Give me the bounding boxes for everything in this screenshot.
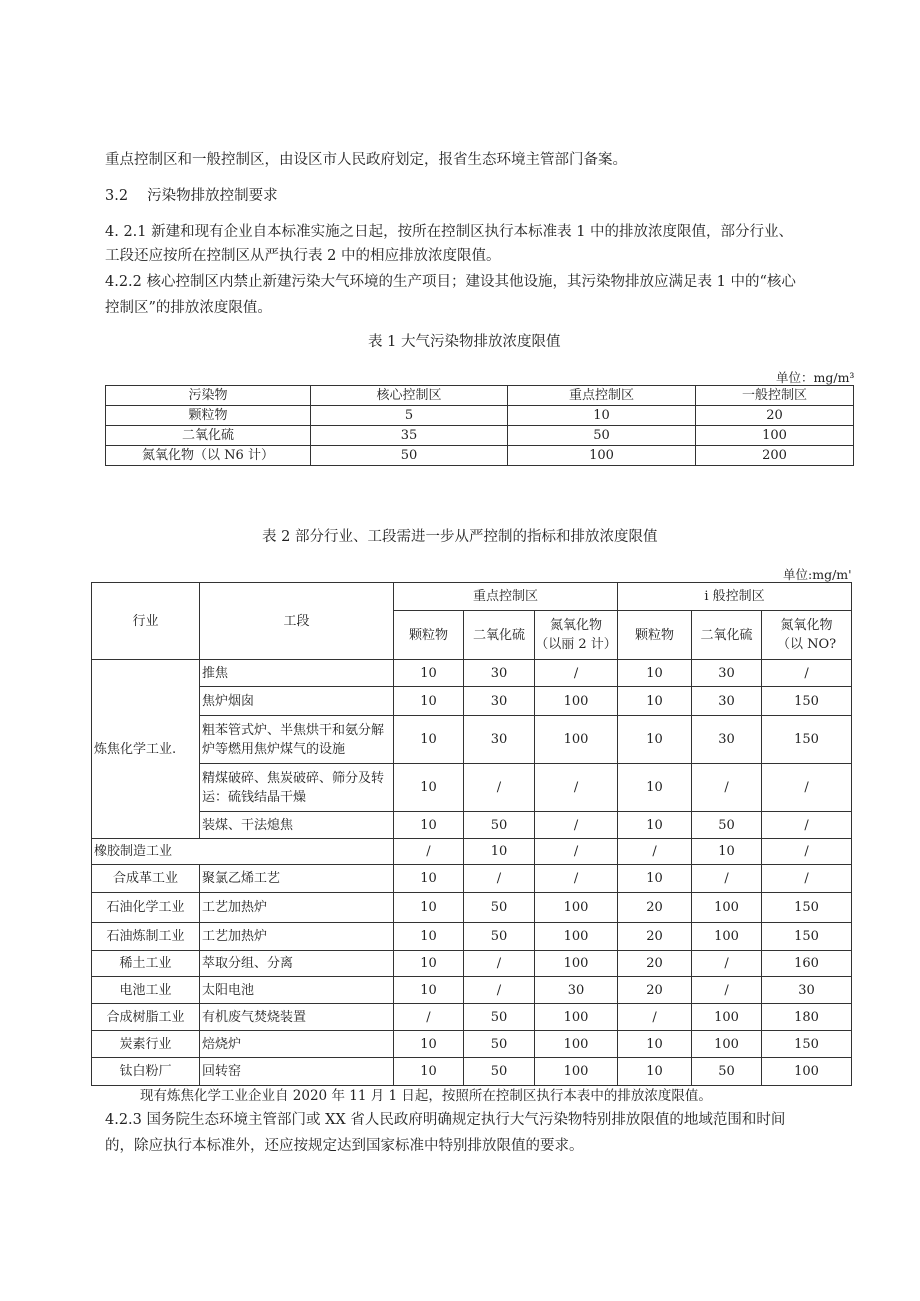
table-cell: 石油炼制工业 [92, 923, 200, 951]
table-cell: 10 [618, 764, 692, 812]
column-header: 污染物 [106, 386, 311, 406]
paragraph: 工段还应按所在控制区从严执行表 2 中的相应排放浓度限值。 [105, 248, 501, 264]
table-cell: / [762, 865, 852, 893]
table-cell: / [692, 764, 762, 812]
table-cell: 100 [535, 716, 618, 764]
table-cell: / [762, 660, 852, 687]
section-heading: 3.2 污染物排放控制要求 [105, 188, 278, 204]
table-row [92, 687, 852, 716]
table-cell: 10 [618, 687, 692, 716]
column-header: 氮氧化物 （以 NO? [762, 611, 852, 660]
column-header: 重点控制区 [394, 583, 618, 611]
table-cell: / [692, 865, 762, 893]
table-cell: 50 [692, 1058, 762, 1086]
table-cell: 10 [394, 951, 464, 977]
table-cell: 100 [535, 1004, 618, 1031]
table-cell: 电池工业 [92, 977, 200, 1004]
table1-unit: 单位：mg/m³ [776, 370, 855, 385]
table-row [92, 660, 852, 687]
table-cell: 50 [464, 1031, 535, 1058]
column-header: 二氧化硫 [692, 611, 762, 660]
table-cell: 20 [618, 923, 692, 951]
table-cell: / [762, 812, 852, 839]
table-cell: 100 [692, 1031, 762, 1058]
table-cell: 10 [394, 660, 464, 687]
table-cell: 100 [762, 1058, 852, 1086]
table-cell: 橡胶制造工业 [92, 839, 394, 865]
table-cell: 萃取分组、分离 [200, 951, 394, 977]
table-cell: 颗粒物 [106, 406, 311, 426]
table-cell: 100 [535, 893, 618, 923]
table-cell: 20 [618, 951, 692, 977]
table-cell: 10 [394, 764, 464, 812]
table2-caption: 表 2 部分行业、工段需进一步从严控制的指标和排放浓度限值 [262, 529, 658, 545]
table1-caption: 表 1 大气污染物排放浓度限值 [368, 334, 561, 350]
table-cell: 10 [394, 893, 464, 923]
table-cell: 10 [618, 865, 692, 893]
table-cell: 100 [535, 1058, 618, 1086]
table-cell: / [762, 764, 852, 812]
table-cell: 50 [508, 426, 696, 446]
table-cell: 装煤、干法熄焦 [200, 812, 394, 839]
table-cell: 工艺加热炉 [200, 893, 394, 923]
column-header: 氮氧化物 （以丽 2 计） [535, 611, 618, 660]
table-cell: 20 [618, 893, 692, 923]
table-cell: 10 [394, 1058, 464, 1086]
table-cell: 工艺加热炉 [200, 923, 394, 951]
table-cell: 100 [535, 923, 618, 951]
table-cell: 100 [692, 893, 762, 923]
table-cell: 10 [618, 812, 692, 839]
table-cell: 35 [311, 426, 508, 446]
table-cell: 100 [696, 426, 854, 446]
table-row [92, 977, 852, 1004]
table-cell: 5 [311, 406, 508, 426]
table-cell: 10 [394, 923, 464, 951]
table-cell: / [464, 865, 535, 893]
table-cell: 30 [464, 660, 535, 687]
table-cell: 10 [394, 1031, 464, 1058]
table-row [92, 951, 852, 977]
column-header: 二氧化硫 [464, 611, 535, 660]
paragraph: 4.2.3 国务院生态环境主管部门或 XX 省人民政府明确规定执行大气污染物特别排放限值的地域范围和时间 [105, 1112, 786, 1128]
table-row [92, 923, 852, 951]
table-cell: 50 [464, 1004, 535, 1031]
table-cell: / [692, 951, 762, 977]
table-cell: 聚氯乙烯工艺 [200, 865, 394, 893]
table-cell: 100 [535, 951, 618, 977]
table-cell: 200 [696, 446, 854, 466]
table-cell: 50 [464, 1058, 535, 1086]
table-row [92, 865, 852, 893]
table-cell: 10 [394, 716, 464, 764]
table-cell: 10 [692, 839, 762, 865]
table-cell: 100 [692, 923, 762, 951]
paragraph: 4.2.2 核心控制区内禁止新建污染大气环境的生产项目；建设其他设施，其污染物排放应满足表 1 中的“核心 [105, 274, 796, 290]
table-cell: 合成革工业 [92, 865, 200, 893]
table-cell: 50 [464, 893, 535, 923]
table-row [92, 812, 852, 839]
column-header: 核心控制区 [311, 386, 508, 406]
table-cell: 推焦 [200, 660, 394, 687]
table-row [92, 1031, 852, 1058]
table-cell: 20 [696, 406, 854, 426]
table1 [105, 385, 854, 466]
column-header: 颗粒物 [394, 611, 464, 660]
table-cell: 回转窑 [200, 1058, 394, 1086]
table-cell: 150 [762, 1031, 852, 1058]
table-cell: 20 [618, 977, 692, 1004]
table-cell: 100 [508, 446, 696, 466]
paragraph: 重点控制区和一般控制区，由设区市人民政府划定，报省生态环境主管部门备案。 [105, 152, 627, 168]
paragraph: 的，除应执行本标准外，还应按规定达到国家标准中特别排放限值的要求。 [105, 1138, 584, 1154]
table-row [92, 1058, 852, 1086]
table-cell: 50 [464, 812, 535, 839]
table-cell: 50 [311, 446, 508, 466]
table-cell: 焦炉烟囱 [200, 687, 394, 716]
table-row [92, 1004, 852, 1031]
paragraph: 4. 2.1 新建和现有企业自本标准实施之日起，按所在控制区执行本标准表 1 中的排放浓度限值，部分行业、 [105, 224, 794, 240]
table-cell: 160 [762, 951, 852, 977]
table-cell: / [394, 839, 464, 865]
table-cell: 30 [692, 716, 762, 764]
table-cell: / [464, 764, 535, 812]
column-header: 工段 [200, 583, 394, 660]
table-cell: 炭素行业 [92, 1031, 200, 1058]
table-cell: / [535, 865, 618, 893]
table-cell: 150 [762, 687, 852, 716]
table-cell: / [464, 951, 535, 977]
table-row [92, 716, 852, 764]
table-cell: 10 [618, 660, 692, 687]
table-cell: 10 [394, 812, 464, 839]
table-cell: 氮氧化物（以 N6 计） [106, 446, 311, 466]
table-cell: 合成树脂工业 [92, 1004, 200, 1031]
table-cell: 30 [535, 977, 618, 1004]
table-cell: 太阳电池 [200, 977, 394, 1004]
table-row [106, 406, 854, 426]
table-row [92, 583, 852, 611]
table-cell: 钛白粉厂 [92, 1058, 200, 1086]
column-header: 一般控制区 [696, 386, 854, 406]
table-note: 现有炼焦化学工业企业自 2020 年 11 月 1 日起，按照所在控制区执行本表中的排放浓度限值。 [140, 1088, 712, 1104]
table-row [92, 893, 852, 923]
table-row [106, 426, 854, 446]
table-cell: 焙烧炉 [200, 1031, 394, 1058]
column-header: i 般控制区 [618, 583, 852, 611]
table-cell: / [692, 977, 762, 1004]
table-cell: 10 [394, 865, 464, 893]
table-cell: 10 [508, 406, 696, 426]
table-row [106, 446, 854, 466]
column-header: 重点控制区 [508, 386, 696, 406]
table-cell: 精煤破碎、焦炭破碎、筛分及转运：硫钱结晶干燥 [200, 764, 394, 812]
table-cell: / [618, 839, 692, 865]
column-header: 颗粒物 [618, 611, 692, 660]
table-cell: 石油化学工业 [92, 893, 200, 923]
table-cell: 30 [464, 687, 535, 716]
table-cell: / [535, 660, 618, 687]
paragraph: 控制区”的排放浓度限值。 [105, 300, 272, 316]
table-cell: 50 [692, 812, 762, 839]
table-cell: 150 [762, 716, 852, 764]
table-cell: / [618, 1004, 692, 1031]
table-cell: 10 [618, 1058, 692, 1086]
table-cell: 10 [394, 687, 464, 716]
table-cell: 粗苯管式炉、半焦烘干和氨分解炉等燃用焦炉煤气的设施 [200, 716, 394, 764]
table-row [92, 764, 852, 812]
table-cell: 30 [692, 687, 762, 716]
table-cell: / [535, 812, 618, 839]
table2 [91, 582, 852, 1086]
table-cell: / [535, 764, 618, 812]
table-cell: 100 [535, 1031, 618, 1058]
table-cell: 10 [618, 1031, 692, 1058]
table-cell: 180 [762, 1004, 852, 1031]
table-cell: 30 [464, 716, 535, 764]
table-cell: 稀土工业 [92, 951, 200, 977]
table-cell: 10 [618, 716, 692, 764]
table-cell: 50 [464, 923, 535, 951]
table-cell: 150 [762, 923, 852, 951]
table-row [92, 839, 852, 865]
table-cell: 30 [762, 977, 852, 1004]
table-cell: 30 [692, 660, 762, 687]
table-cell: 100 [535, 687, 618, 716]
table-cell: 有机废气焚烧装置 [200, 1004, 394, 1031]
table-cell: 10 [464, 839, 535, 865]
column-header: 行业 [92, 583, 200, 660]
table-row [106, 386, 854, 406]
table-cell: / [394, 1004, 464, 1031]
table-cell: 10 [394, 977, 464, 1004]
table-cell: 150 [762, 893, 852, 923]
table-cell: / [535, 839, 618, 865]
table2-unit: 单位:mg/m' [783, 567, 852, 582]
industry-cell: 炼焦化学工业. [92, 660, 200, 839]
table-cell: 100 [692, 1004, 762, 1031]
table-cell: / [464, 977, 535, 1004]
table-cell: 二氧化硫 [106, 426, 311, 446]
table-cell: / [762, 839, 852, 865]
